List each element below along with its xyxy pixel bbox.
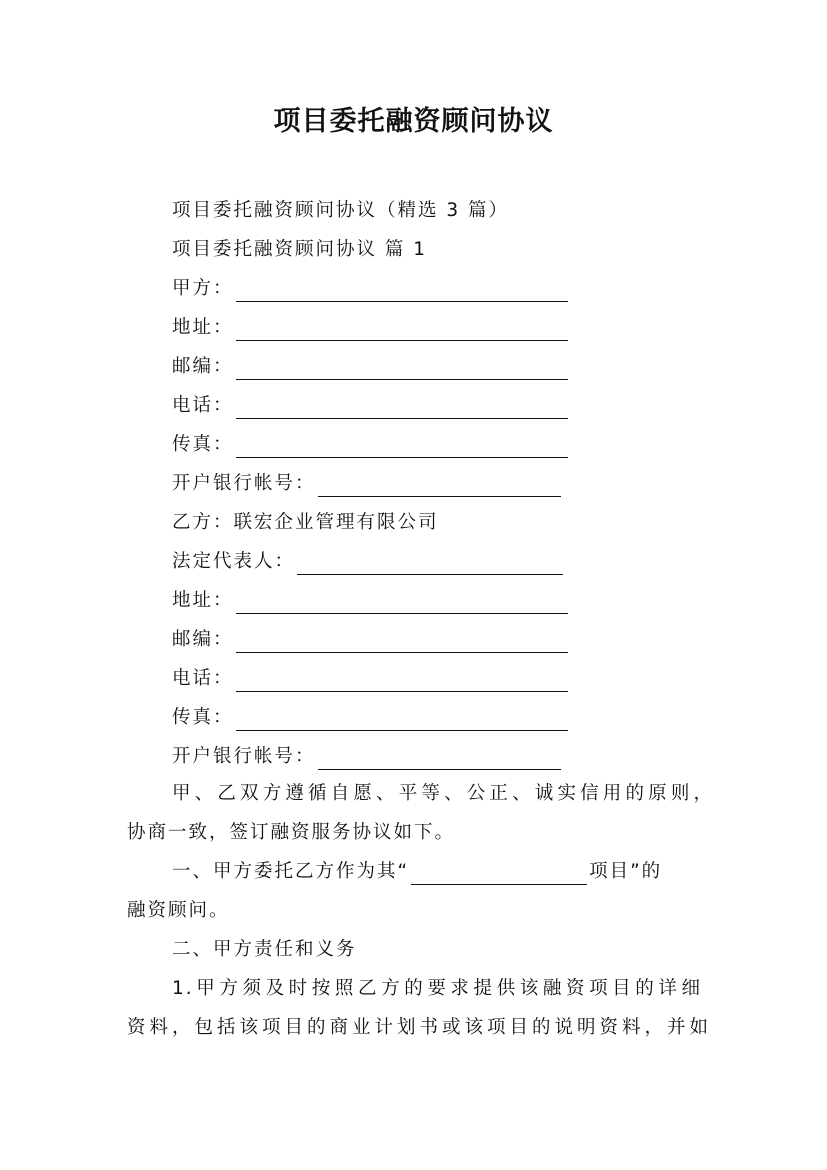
party-b-line: 乙方：联宏企业管理有限公司 — [172, 512, 439, 533]
field-address — [172, 315, 568, 341]
paragraph-principles-line1: 甲、乙双方遵循自愿、平等、公正、诚实信用的原则， — [172, 783, 714, 804]
blank-line — [236, 279, 568, 302]
field-label: 电话： — [172, 668, 234, 689]
field-label: 电话： — [172, 395, 234, 416]
field-postcode — [172, 354, 568, 380]
paragraph-principles-line2: 协商一致，签订融资服务协议如下。 — [127, 822, 456, 843]
subtitle: 项目委托融资顾问协议（精选 3 篇） — [172, 200, 510, 221]
blank-line — [236, 357, 568, 380]
blank-line — [318, 747, 561, 770]
field-label: 甲方： — [172, 278, 234, 299]
field-label: 地址： — [172, 590, 234, 611]
blank-line — [297, 552, 563, 575]
field-label: 开户银行帐号： — [172, 746, 316, 767]
field-label: 邮编： — [172, 629, 234, 650]
field-legal-representative — [172, 549, 563, 575]
item-1-line2: 资料，包括该项目的商业计划书或该项目的说明资料，并如 — [127, 1017, 710, 1038]
field-postcode — [172, 627, 568, 653]
field-address — [172, 588, 568, 614]
clause-1-prefix: 一、甲方委托乙方作为其“ — [172, 861, 410, 882]
clause-1-suffix: 项目”的 — [589, 861, 663, 882]
blank-line — [236, 396, 568, 419]
field-phone — [172, 393, 568, 419]
field-label: 地址： — [172, 317, 234, 338]
blank-line — [236, 630, 568, 653]
field-label: 传真： — [172, 434, 234, 455]
blank-line — [318, 474, 561, 497]
blank-line — [411, 862, 587, 885]
document-title: 项目委托融资顾问协议 — [273, 106, 554, 137]
clause-1 — [172, 859, 662, 885]
field-label: 法定代表人： — [172, 551, 296, 572]
item-1-line1: 1.甲方须及时按照乙方的要求提供该融资项目的详细 — [172, 978, 702, 999]
clause-2-heading: 二、甲方责任和义务 — [172, 939, 357, 960]
section-heading: 项目委托融资顾问协议 篇 1 — [172, 239, 428, 260]
field-label: 传真： — [172, 707, 234, 728]
clause-1-line2: 融资顾问。 — [127, 900, 230, 921]
field-bank-account — [172, 744, 561, 770]
field-party-a — [172, 276, 568, 302]
field-phone — [172, 666, 568, 692]
blank-line — [236, 708, 568, 731]
field-label: 邮编： — [172, 356, 234, 377]
blank-line — [236, 435, 568, 458]
blank-line — [236, 318, 568, 341]
field-fax — [172, 432, 568, 458]
blank-line — [236, 591, 568, 614]
field-bank-account — [172, 471, 561, 497]
blank-line — [236, 669, 568, 692]
field-label: 开户银行帐号： — [172, 473, 316, 494]
field-fax — [172, 705, 568, 731]
